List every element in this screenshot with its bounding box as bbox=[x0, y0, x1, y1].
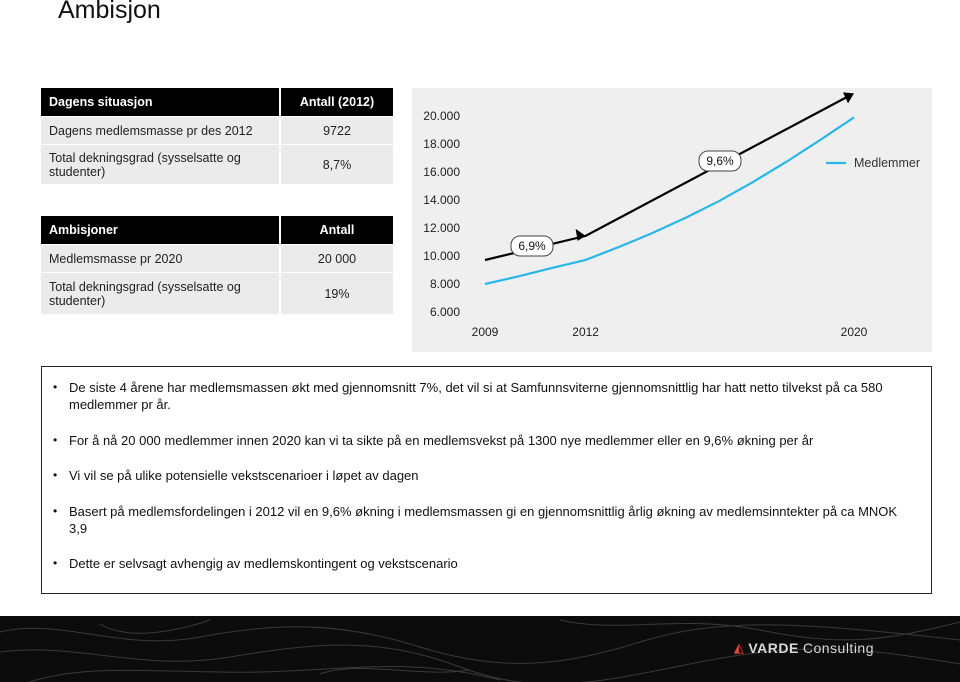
growth-arrow bbox=[485, 95, 850, 260]
annotation-label: 6,9% bbox=[518, 239, 546, 253]
x-tick-label: 2020 bbox=[840, 325, 868, 339]
table-row bbox=[41, 145, 394, 185]
bullet-box bbox=[41, 366, 932, 594]
bullet-text: De siste 4 årene har medlemsmassen økt med gjennomsnitt 7%, det vil si at Samfunnsviterne gjennomsnittlig har hatt netto tilvekst på ca 580 medlemmer pr år. bbox=[69, 380, 883, 412]
bullet-icon: • bbox=[53, 468, 58, 482]
list-item bbox=[53, 432, 909, 449]
logo-suffix: Consulting bbox=[802, 640, 874, 656]
table-header-cell: Dagens situasjon bbox=[41, 88, 280, 117]
table-cell: Medlemsmasse pr 2020 bbox=[41, 245, 280, 273]
bullet-text: Vi vil se på ulike potensielle vekstscenarioer i løpet av dagen bbox=[69, 468, 419, 483]
situation-table bbox=[41, 88, 395, 185]
table-header-cell: Antall (2012) bbox=[280, 88, 394, 117]
list-item bbox=[53, 503, 909, 537]
table-cell: Dagens medlemsmasse pr des 2012 bbox=[41, 117, 280, 145]
table-cell: Total dekningsgrad (sysselsatte og studenter) bbox=[41, 145, 280, 185]
footer-divider bbox=[0, 612, 960, 616]
logo-brand: VARDE bbox=[748, 640, 799, 656]
y-tick-label: 20.000 bbox=[423, 109, 460, 123]
table-cell: 8,7% bbox=[280, 145, 394, 185]
y-tick-label: 18.000 bbox=[423, 137, 460, 151]
table-header-row bbox=[41, 216, 394, 245]
bullet-icon: • bbox=[53, 433, 58, 447]
y-tick-label: 14.000 bbox=[423, 193, 460, 207]
annotation-label: 9,6% bbox=[706, 154, 734, 168]
table-row bbox=[41, 245, 394, 273]
y-tick-label: 6.000 bbox=[429, 305, 460, 319]
table-cell: 9722 bbox=[280, 117, 394, 145]
bullet-text: Basert på medlemsfordelingen i 2012 vil en 9,6% økning i medlemsmassen gi en gjennomsnittlig årlig økning av medlemsinntekter på ca MNOK 3,9 bbox=[69, 504, 898, 536]
list-item bbox=[53, 555, 909, 572]
varde-logo bbox=[734, 640, 874, 656]
bullet-text: Dette er selvsagt avhengig av medlemskontingent og vekstscenario bbox=[69, 556, 458, 571]
y-tick-label: 16.000 bbox=[423, 165, 460, 179]
y-tick-label: 12.000 bbox=[423, 221, 460, 235]
bullet-icon: • bbox=[53, 380, 58, 394]
table-header-cell: Ambisjoner bbox=[41, 216, 280, 245]
member-growth-chart bbox=[412, 88, 932, 352]
table-header-cell: Antall bbox=[280, 216, 394, 245]
table-cell: 19% bbox=[280, 273, 394, 315]
varde-mark-icon: ◭ bbox=[733, 640, 745, 655]
table-header-row bbox=[41, 88, 394, 117]
legend-label: Medlemmer bbox=[854, 156, 920, 170]
arrow-head bbox=[576, 229, 586, 241]
chart-svg bbox=[412, 88, 932, 352]
x-tick-label: 2012 bbox=[572, 325, 599, 339]
ambition-table bbox=[41, 216, 395, 315]
table-cell: Total dekningsgrad (sysselsatte og studenter) bbox=[41, 273, 280, 315]
table-row bbox=[41, 117, 394, 145]
list-item bbox=[53, 379, 909, 413]
y-tick-label: 8.000 bbox=[429, 277, 460, 291]
bullet-text: For å nå 20 000 medlemmer innen 2020 kan vi ta sikte på en medlemsvekst på 1300 nye medlemmer eller en 9,6% økning per år bbox=[69, 433, 814, 448]
bullet-icon: • bbox=[53, 504, 58, 518]
series-line-medlemmer bbox=[485, 117, 854, 284]
table-cell: 20 000 bbox=[280, 245, 394, 273]
y-tick-label: 10.000 bbox=[423, 249, 460, 263]
bullet-icon: • bbox=[53, 556, 58, 570]
x-tick-label: 2009 bbox=[471, 325, 499, 339]
footer bbox=[0, 612, 960, 682]
list-item bbox=[53, 467, 909, 484]
page-title: Ambisjon bbox=[58, 0, 161, 24]
table-row bbox=[41, 273, 394, 315]
